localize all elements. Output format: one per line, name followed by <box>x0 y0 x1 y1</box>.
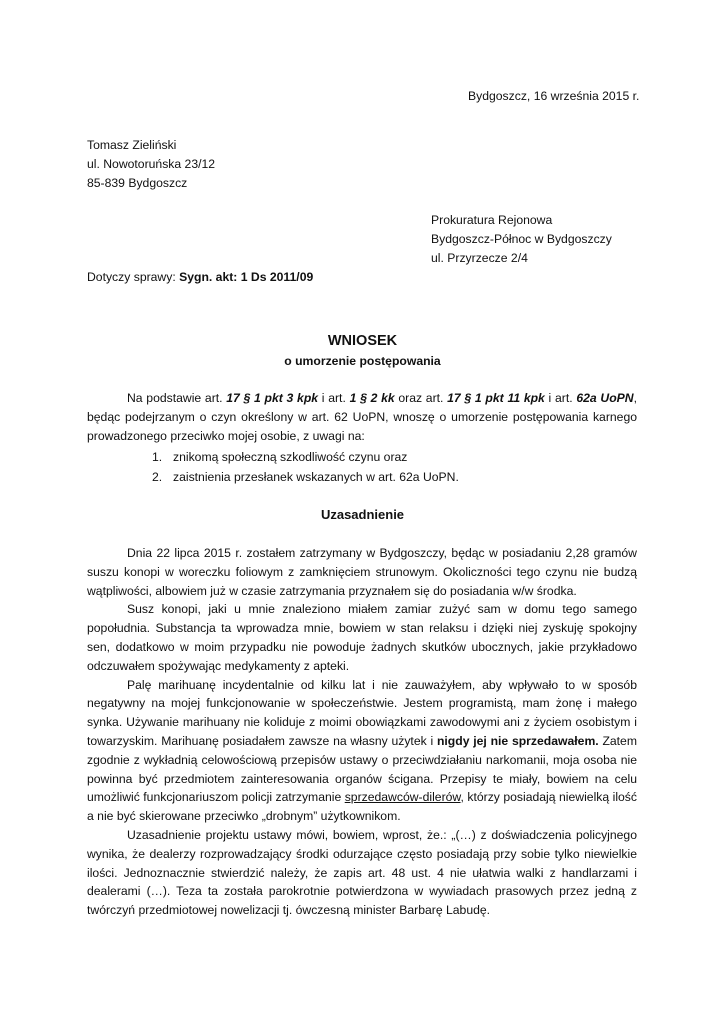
sender-city: 85-839 Bydgoszcz <box>87 176 188 190</box>
legal-ref: 17 § 1 pkt 11 kpk <box>447 391 545 405</box>
recipient-line1: Prokuratura Rejonowa <box>431 213 553 227</box>
document-title: WNIOSEK <box>327 333 398 349</box>
underlined-term: sprzedawców-dilerów <box>344 790 461 805</box>
sender-street: ul. Nowotoruńska 23/12 <box>87 157 216 171</box>
case-signature: Sygn. akt: 1 Ds 2011/09 <box>179 270 314 284</box>
paragraph: Uzasadnienie projektu ustawy mówi, bowiem, wprost, że.: „(…) z doświadczenia policyjnego wynika, że dealerzy rozprowadzający środki odurzające często posiadają przy sobie tylko niewielkie ilości. Jednoznacznie stwierdzić należy, że zapis art. 48 ust. 4 nie ułatwia walki z handlarzami i dealerami (…). Teza ta została parokrotnie potwierdzona w wywiadach prasowych przez jedną z twórczyń przedmiotowej nowelizacji tj. ówczesną minister Barbarę Labudę. <box>87 827 637 918</box>
recipient-line2: Bydgoszcz-Północ w Bydgoszczy <box>431 232 612 246</box>
case-label: Dotyczy sprawy: <box>87 270 180 284</box>
legal-ref: 1 § 2 kk <box>349 391 395 405</box>
justification-body <box>87 544 637 920</box>
list-item: 1. znikomą społeczną szkodliwość czynu oraz <box>152 450 408 464</box>
paragraph: Susz konopi, jaki u mnie znaleziono miałem zamiar zużyć sam w domu tego samego popołudnia. Substancja ta wprowadza mnie, bowiem w stan relaksu i dzięki niej zyskuję spokojny sen, dodatkowo w moim przypadku nie powoduje żadnych skutków ubocznych, jakie przykładowo odczuwałem spożywając medykamenty z apteki. <box>87 602 637 673</box>
legal-ref: 17 § 1 pkt 3 kpk <box>226 391 319 405</box>
place-date: Bydgoszcz, 16 września 2015 r. <box>468 89 640 103</box>
list-item: 2. zaistnienia przesłanek wskazanych w art. 62a UoPN. <box>152 470 459 484</box>
emphasis: nigdy jej nie sprzedawałem. <box>436 733 599 748</box>
paragraph: Palę marihuanę incydentalnie od kilku lat i nie zauważyłem, aby wpływało to w sposób negatywny na mojej funkcjonowanie w społeczeństwie. Jestem programistą, mam żonę i małego synka. Używanie marihuany nie koliduje z moimi obowiązkami zawodowymi ani z życiem osobistym i towarzyskim. Marihuanę posiadałem zawsze na własny użytek i nigdy jej nie sprzedawałem. Zatem zgodnie z wykładnią celowościową przepisów ustawy o przeciwdziałaniu narkomanii, moja osoba nie powinna być przedmiotem zainteresowania organów ścigana. Przepisy te miały, bowiem na celu umożliwić funkcjonariuszom policji zatrzymanie sprzedawców-dilerów, którzy posiadają niewielką ilość a nie być skierowane przeciwko „drobnym” użytkownikom. <box>87 677 637 824</box>
paragraph: Dnia 22 lipca 2015 r. zostałem zatrzymany w Bydgoszczy, będąc w posiadaniu 2,28 gramów suszu konopi w woreczku foliowym z zamknięciem strunowym. Okoliczności tego czynu nie budzą wątpliwości, albowiem już w czasie zatrzymania przyznałem się do posiadania w/w środka. <box>87 546 637 598</box>
case-reference <box>87 269 313 285</box>
intro-paragraph: Na podstawie art. 17 § 1 pkt 3 kpk i art. 1 § 2 kk oraz art. 17 § 1 pkt 11 kpk i art. 62a UoPN, będąc podejrzanym o czyn określony w art. 62 UoPN, wnoszę o umorzenie postępowania karnego prowadzonego przeciwko mojej osobie, z uwagi na: <box>87 391 637 443</box>
legal-ref: 62a UoPN <box>576 391 634 405</box>
document-subtitle: o umorzenie postępowania <box>284 354 441 368</box>
recipient-line3: ul. Przyrzecze 2/4 <box>431 251 528 265</box>
justification-heading: Uzasadnienie <box>320 507 405 522</box>
sender-name: Tomasz Zieliński <box>87 138 177 152</box>
reasons-list <box>87 447 637 487</box>
